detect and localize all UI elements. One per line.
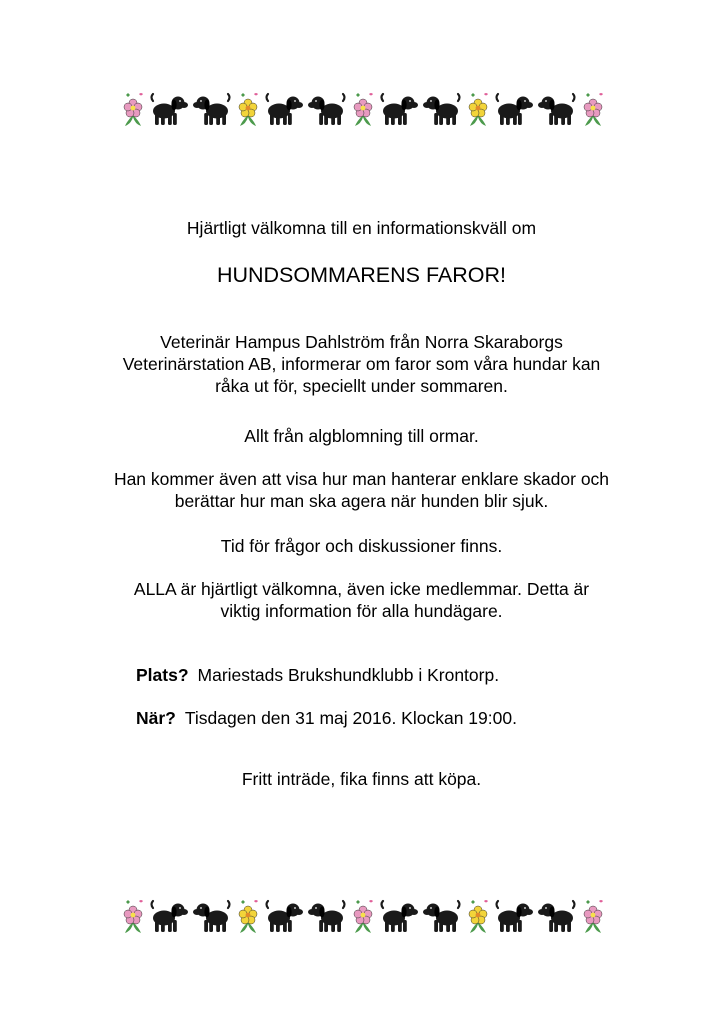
black-dog-icon [493,92,533,128]
top-dog-flower-border [122,86,604,128]
paragraph-line: berättar hur man ska agera när hunden blir sjuk. [174,491,549,511]
yellow-flower-icon [467,90,489,128]
when-label: När? [136,708,176,728]
paragraph-line: Veterinärstation AB, informerar om faror som våra hundar kan [122,354,601,374]
paragraph-line: Veterinär Hampus Dahlström från Norra Skaraborgs [160,332,563,352]
paragraph-line: Han kommer även att visa hur man hanterar enklare skador och [113,469,610,489]
paragraph-line: råka ut för, speciellt under sommaren. [215,376,508,396]
when-value: Tisdagen den 31 maj 2016. Klockan 19:00. [184,708,517,728]
black-dog-icon [148,899,188,935]
black-dog-icon [263,92,303,128]
paragraph-welcome [60,578,663,622]
intro-line: Hjärtligt välkomna till en informationskväll om [186,218,537,238]
when-line [136,707,517,729]
black-dog-icon [493,899,533,935]
page-title: HUNDSOMMARENS FAROR! [216,263,507,287]
place-line [136,664,499,686]
yellow-flower-icon [467,897,489,935]
black-dog-icon [378,899,418,935]
black-dog-icon [378,92,418,128]
place-value: Mariestads Brukshundklubb i Krontorp. [197,665,500,685]
pink-flower-icon [122,897,144,935]
black-dog-icon [263,899,303,935]
pink-flower-icon [582,90,604,128]
pink-flower-icon [352,897,374,935]
pink-flower-icon [122,90,144,128]
black-dog-icon [148,92,188,128]
yellow-flower-icon [237,897,259,935]
paragraph-topics: Allt från algblomning till ormar. [244,426,479,446]
bottom-dog-flower-border [122,893,604,935]
paragraph-veterinarian [60,331,663,397]
paragraph-line: viktig information för alla hundägare. [220,601,503,621]
black-dog-icon [538,92,578,128]
black-dog-icon [308,92,348,128]
black-dog-icon [538,899,578,935]
pink-flower-icon [352,90,374,128]
place-label: Plats? [136,665,189,685]
black-dog-icon [423,899,463,935]
black-dog-icon [423,92,463,128]
closing-line: Fritt inträde, fika finns att köpa. [241,769,482,789]
yellow-flower-icon [237,90,259,128]
black-dog-icon [193,899,233,935]
paragraph-demonstration [60,468,663,512]
black-dog-icon [308,899,348,935]
pink-flower-icon [582,897,604,935]
paragraph-questions: Tid för frågor och diskussioner finns. [220,536,503,556]
paragraph-line: ALLA är hjärtligt välkomna, även icke medlemmar. Detta är [133,579,590,599]
black-dog-icon [193,92,233,128]
